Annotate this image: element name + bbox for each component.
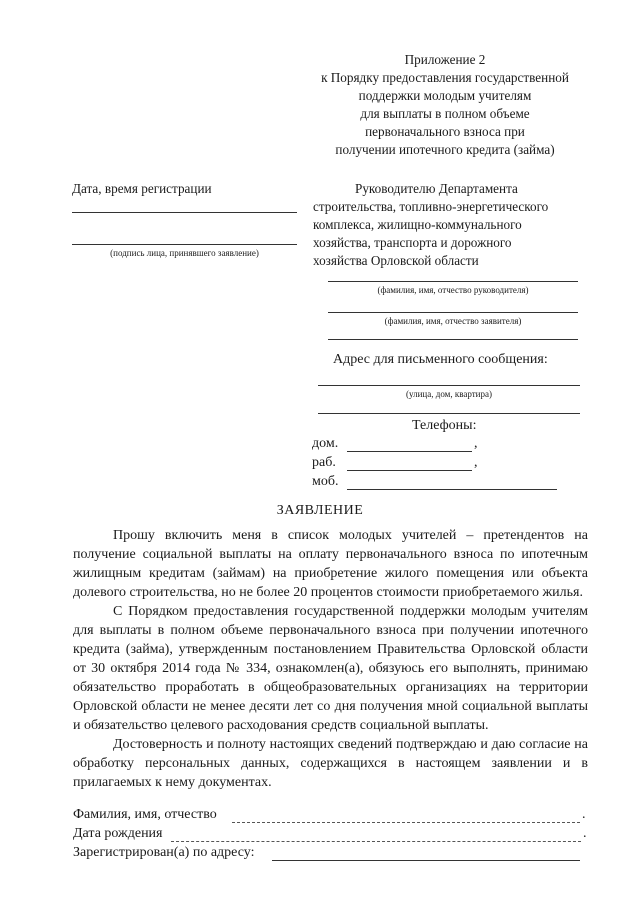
phone-mobile-label: моб.	[312, 474, 339, 489]
appendix-line-2: к Порядку предоставления государственной	[321, 70, 569, 85]
addressee-line-3: комплекса, жилищно-коммунального	[313, 217, 522, 232]
statement-paragraph-3: Достоверность и полноту настоящих сведений подтверждаю и даю согласие на обработку персональных данных, содержащихся в настоящем заявлении и в прилагаемых к нему документах.	[73, 737, 588, 790]
address-line-1	[318, 385, 580, 386]
applicant-name-caption: (фамилия, имя, отчество заявителя)	[384, 316, 522, 326]
phone-home-line	[347, 451, 472, 452]
registration-signature-line	[72, 244, 297, 245]
full-name-line	[232, 822, 580, 823]
birth-date-label: Дата рождения	[73, 826, 163, 841]
birth-date-dot: .	[583, 826, 587, 841]
statement-paragraph-2: С Порядком предоставления государственной поддержки молодым учителям для выплаты в полном объеме первоначального взноса при получении ипотечного кредита (займа), утвержденным постановлением Правительства Орловской области от 30 октября 2014 года № 334, ознакомлен(а), обязуюсь его выполнять, принимаю обязательство проработать в общеобразовательных организациях на территории Орловской области не менее десяти лет со дня получения мной социальной выплаты и обязательство целевого расходования средств социальной выплаты.	[73, 604, 588, 733]
phone-mobile-line	[347, 489, 557, 490]
applicant-name-line	[328, 312, 578, 313]
birth-date-line	[171, 841, 581, 842]
statement-body	[73, 526, 588, 792]
appendix-line-5: первоначального взноса при	[365, 124, 525, 139]
registration-signature-caption: (подпись лица, принявшего заявление)	[110, 248, 259, 258]
full-name-label: Фамилия, имя, отчество	[73, 807, 217, 822]
head-name-line	[328, 281, 578, 282]
phone-home-comma: ,	[474, 436, 478, 451]
addressee-line-4: хозяйства, транспорта и дорожного	[313, 235, 512, 250]
registered-address-line	[272, 860, 580, 861]
address-caption: (улица, дом, квартира)	[406, 389, 492, 399]
phone-work-comma: ,	[474, 455, 478, 470]
phones-label: Телефоны:	[412, 418, 477, 433]
appendix-line-4: для выплаты в полном объеме	[360, 106, 530, 121]
applicant-name-line-2	[328, 339, 578, 340]
appendix-line-6: получении ипотечного кредита (займа)	[335, 142, 555, 157]
appendix-line-1: Приложение 2	[404, 52, 486, 67]
address-line-2	[318, 413, 580, 414]
addressee-line-2: строительства, топливно-энергетического	[313, 199, 549, 214]
addressee-line-5: хозяйства Орловской области	[313, 253, 479, 268]
full-name-dot: .	[582, 807, 586, 822]
addressee-line-1: Руководителю Департамента	[355, 181, 518, 196]
registered-address-label: Зарегистрирован(а) по адресу:	[73, 845, 255, 860]
address-label: Адрес для письменного сообщения:	[333, 352, 548, 367]
document-title: ЗАЯВЛЕНИЕ	[276, 503, 364, 518]
appendix-line-3: поддержки молодым учителям	[358, 88, 532, 103]
registration-datetime-line	[72, 212, 297, 213]
head-name-caption: (фамилия, имя, отчество руководителя)	[377, 285, 529, 295]
registration-label: Дата, время регистрации	[72, 181, 212, 196]
phone-home-label: дом.	[312, 436, 339, 451]
phone-work-line	[347, 470, 472, 471]
phone-work-label: раб.	[312, 455, 336, 470]
statement-paragraph-1: Прошу включить меня в список молодых учителей – претендентов на получение социальной выплаты на оплату первоначального взноса по ипотечным жилищным кредитам (займам) на приобретение жилого помещения или объекта долевого строительства, но не более 20 процентов стоимости приобретаемого жилья.	[73, 528, 588, 600]
